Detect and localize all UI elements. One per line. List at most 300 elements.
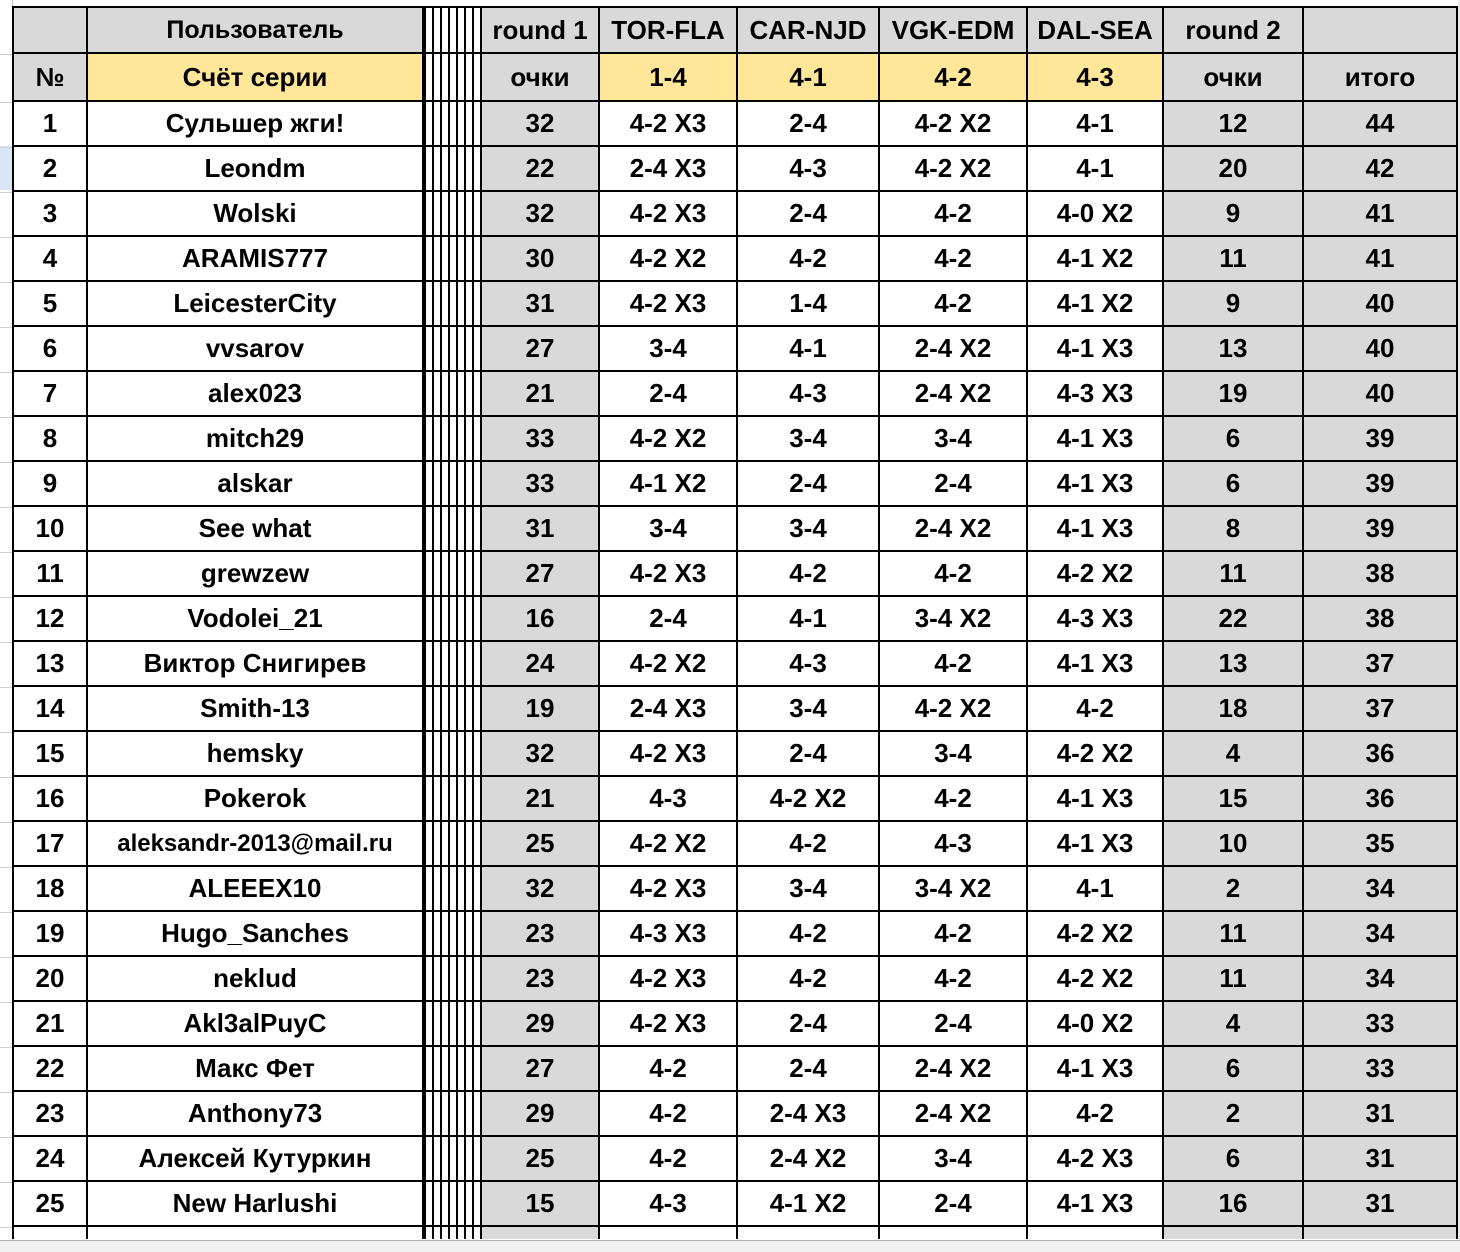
table-row xyxy=(12,957,1458,1002)
gutter-line xyxy=(0,102,12,103)
prediction-vgk-edm-cell[interactable]: 4-2 X2 xyxy=(880,687,1028,732)
round-2-points-cell[interactable]: 13 xyxy=(1164,327,1304,372)
prediction-tor-fla-cell[interactable]: 4-3 X3 xyxy=(600,912,738,957)
row-index-cell[interactable]: 8 xyxy=(12,417,88,462)
user-name-cell[interactable]: Anthony73 xyxy=(88,1092,424,1137)
prediction-dal-sea-cell[interactable]: 4-2 X2 xyxy=(1028,957,1164,1002)
round-1-points-cell[interactable]: 19 xyxy=(482,687,600,732)
table-row xyxy=(12,1092,1458,1137)
row-index-cell[interactable]: 15 xyxy=(12,732,88,777)
prediction-vgk-edm-cell-partial xyxy=(880,1227,1028,1239)
gutter-line xyxy=(0,687,12,688)
prediction-vgk-edm-cell[interactable]: 4-2 xyxy=(880,912,1028,957)
user-name-cell[interactable]: Leondm xyxy=(88,147,424,192)
round-2-points-cell[interactable]: 2 xyxy=(1164,1092,1304,1137)
divider-cell xyxy=(424,102,482,147)
divider-cell-partial xyxy=(424,1227,482,1239)
user-name-cell[interactable]: LeicesterCity xyxy=(88,282,424,327)
row-index-cell[interactable]: 13 xyxy=(12,642,88,687)
horizontal-scrollbar[interactable] xyxy=(0,1240,1460,1252)
gutter-line xyxy=(0,237,12,238)
user-name-cell[interactable]: Виктор Снигирев xyxy=(88,642,424,687)
prediction-vgk-edm-cell[interactable]: 4-2 xyxy=(880,777,1028,822)
round-2-points-cell[interactable]: 2 xyxy=(1164,867,1304,912)
round-1-points-cell[interactable]: 15 xyxy=(482,1182,600,1227)
user-name-cell[interactable]: alskar xyxy=(88,462,424,507)
total-points-cell[interactable]: 34 xyxy=(1304,912,1458,957)
round-1-points-cell[interactable]: 27 xyxy=(482,1047,600,1092)
prediction-dal-sea-cell[interactable]: 4-1 X3 xyxy=(1028,327,1164,372)
prediction-dal-sea-cell[interactable]: 4-0 X2 xyxy=(1028,1002,1164,1047)
round-1-points-cell[interactable]: 21 xyxy=(482,372,600,417)
round-1-points-cell[interactable]: 32 xyxy=(482,867,600,912)
prediction-dal-sea-cell[interactable]: 4-2 xyxy=(1028,687,1164,732)
round-1-points-cell[interactable]: 21 xyxy=(482,777,600,822)
prediction-tor-fla-cell[interactable]: 4-2 xyxy=(600,1137,738,1182)
row-index-cell-partial xyxy=(12,1227,88,1239)
total-points-cell[interactable]: 34 xyxy=(1304,957,1458,1002)
prediction-tor-fla-cell[interactable]: 2-4 xyxy=(600,372,738,417)
prediction-tor-fla-cell[interactable]: 4-2 X2 xyxy=(600,237,738,282)
selected-row-indicator xyxy=(0,146,12,190)
total-points-cell[interactable]: 37 xyxy=(1304,687,1458,732)
prediction-dal-sea-cell[interactable]: 4-0 X2 xyxy=(1028,192,1164,237)
user-name-cell[interactable]: See what xyxy=(88,507,424,552)
header-score-vgk-edm[interactable]: 4-2 xyxy=(880,54,1028,102)
divider-cell xyxy=(424,1002,482,1047)
row-index-cell[interactable]: 5 xyxy=(12,282,88,327)
user-name-cell[interactable]: grewzew xyxy=(88,552,424,597)
round-2-points-cell[interactable]: 20 xyxy=(1164,147,1304,192)
round-1-points-cell[interactable]: 24 xyxy=(482,642,600,687)
prediction-tor-fla-cell[interactable]: 4-2 X2 xyxy=(600,822,738,867)
row-index-cell[interactable]: 19 xyxy=(12,912,88,957)
gutter-line xyxy=(0,732,12,733)
header-series-tor-fla[interactable]: TOR-FLA xyxy=(600,6,738,54)
round-2-points-cell[interactable]: 11 xyxy=(1164,552,1304,597)
prediction-tor-fla-cell[interactable]: 4-2 xyxy=(600,1047,738,1092)
gutter-line xyxy=(0,1002,12,1003)
prediction-dal-sea-cell[interactable]: 4-1 X3 xyxy=(1028,642,1164,687)
gutter-line xyxy=(0,1182,12,1183)
prediction-tor-fla-cell[interactable]: 2-4 xyxy=(600,597,738,642)
prediction-dal-sea-cell[interactable]: 4-1 X3 xyxy=(1028,507,1164,552)
prediction-vgk-edm-cell[interactable]: 2-4 X2 xyxy=(880,1047,1028,1092)
prediction-car-njd-cell[interactable]: 4-2 xyxy=(738,912,880,957)
round-2-points-cell[interactable]: 10 xyxy=(1164,822,1304,867)
round-2-points-cell[interactable]: 4 xyxy=(1164,732,1304,777)
table-row xyxy=(12,192,1458,237)
prediction-dal-sea-cell[interactable]: 4-1 X3 xyxy=(1028,417,1164,462)
round-2-points-cell[interactable]: 13 xyxy=(1164,642,1304,687)
divider-cell xyxy=(424,777,482,822)
prediction-car-njd-cell[interactable]: 1-4 xyxy=(738,282,880,327)
prediction-tor-fla-cell[interactable]: 3-4 xyxy=(600,507,738,552)
prediction-dal-sea-cell[interactable]: 4-3 X3 xyxy=(1028,597,1164,642)
total-points-cell[interactable]: 31 xyxy=(1304,1137,1458,1182)
total-points-cell[interactable]: 31 xyxy=(1304,1182,1458,1227)
round-2-points-cell[interactable]: 4 xyxy=(1164,1002,1304,1047)
user-name-cell[interactable]: Макс Фет xyxy=(88,1047,424,1092)
prediction-dal-sea-cell[interactable]: 4-2 X3 xyxy=(1028,1137,1164,1182)
round-1-points-cell[interactable]: 29 xyxy=(482,1002,600,1047)
gutter-line xyxy=(0,372,12,373)
divider-cell xyxy=(424,642,482,687)
prediction-car-njd-cell[interactable]: 4-2 xyxy=(738,822,880,867)
header-score-tor-fla[interactable]: 1-4 xyxy=(600,54,738,102)
gutter-line xyxy=(0,1092,12,1093)
prediction-dal-sea-cell[interactable]: 4-1 xyxy=(1028,147,1164,192)
user-name-cell[interactable]: Алексей Кутуркин xyxy=(88,1137,424,1182)
prediction-vgk-edm-cell[interactable]: 3-4 X2 xyxy=(880,867,1028,912)
user-name-cell[interactable]: mitch29 xyxy=(88,417,424,462)
gutter-line xyxy=(0,327,12,328)
total-points-cell[interactable]: 33 xyxy=(1304,1002,1458,1047)
user-name-cell[interactable]: Vodolei_21 xyxy=(88,597,424,642)
header-round-2-points[interactable]: очки xyxy=(1164,54,1304,102)
total-points-cell[interactable]: 36 xyxy=(1304,777,1458,822)
round-1-points-cell[interactable]: 27 xyxy=(482,552,600,597)
row-index-cell[interactable]: 12 xyxy=(12,597,88,642)
prediction-tor-fla-cell[interactable]: 4-2 X3 xyxy=(600,1002,738,1047)
user-name-cell[interactable]: alex023 xyxy=(88,372,424,417)
divider-cell xyxy=(424,1182,482,1227)
prediction-car-njd-cell[interactable]: 4-2 xyxy=(738,957,880,1002)
prediction-vgk-edm-cell[interactable]: 4-2 xyxy=(880,192,1028,237)
prediction-car-njd-cell[interactable]: 4-2 X2 xyxy=(738,777,880,822)
prediction-car-njd-cell[interactable]: 4-3 xyxy=(738,372,880,417)
prediction-vgk-edm-cell[interactable]: 4-3 xyxy=(880,822,1028,867)
prediction-dal-sea-cell[interactable]: 4-2 xyxy=(1028,1092,1164,1137)
round-1-points-cell[interactable]: 29 xyxy=(482,1092,600,1137)
table-row xyxy=(12,372,1458,417)
total-points-cell[interactable]: 44 xyxy=(1304,102,1458,147)
round-2-points-cell[interactable]: 8 xyxy=(1164,507,1304,552)
divider-cell xyxy=(424,687,482,732)
row-index-cell[interactable]: 21 xyxy=(12,1002,88,1047)
prediction-dal-sea-cell[interactable]: 4-2 X2 xyxy=(1028,732,1164,777)
prediction-tor-fla-cell[interactable]: 4-3 xyxy=(600,1182,738,1227)
prediction-car-njd-cell[interactable]: 2-4 X3 xyxy=(738,1092,880,1137)
row-index-cell[interactable]: 14 xyxy=(12,687,88,732)
round-1-points-cell[interactable]: 23 xyxy=(482,957,600,1002)
prediction-tor-fla-cell[interactable]: 4-2 X3 xyxy=(600,867,738,912)
total-points-cell[interactable]: 38 xyxy=(1304,597,1458,642)
prediction-car-njd-cell[interactable]: 4-3 xyxy=(738,147,880,192)
prediction-dal-sea-cell[interactable]: 4-1 X3 xyxy=(1028,462,1164,507)
prediction-vgk-edm-cell[interactable]: 2-4 X2 xyxy=(880,1092,1028,1137)
header-score-car-njd[interactable]: 4-1 xyxy=(738,54,880,102)
round-2-points-cell[interactable]: 11 xyxy=(1164,957,1304,1002)
row-index-cell[interactable]: 17 xyxy=(12,822,88,867)
divider-cell xyxy=(424,552,482,597)
prediction-car-njd-cell[interactable]: 4-2 xyxy=(738,552,880,597)
round-1-points-cell[interactable]: 33 xyxy=(482,417,600,462)
table-row xyxy=(12,282,1458,327)
gutter-line xyxy=(0,777,12,778)
prediction-vgk-edm-cell[interactable]: 4-2 xyxy=(880,237,1028,282)
total-points-cell[interactable]: 37 xyxy=(1304,642,1458,687)
prediction-tor-fla-cell[interactable]: 4-2 X3 xyxy=(600,102,738,147)
prediction-tor-fla-cell[interactable]: 4-2 X3 xyxy=(600,282,738,327)
prediction-vgk-edm-cell[interactable]: 3-4 xyxy=(880,1137,1028,1182)
user-name-cell[interactable]: Wolski xyxy=(88,192,424,237)
prediction-tor-fla-cell[interactable]: 4-2 X3 xyxy=(600,957,738,1002)
table-row xyxy=(12,1182,1458,1227)
header-total-blank[interactable] xyxy=(1304,6,1458,54)
round-2-points-cell[interactable]: 18 xyxy=(1164,687,1304,732)
round-2-points-cell[interactable]: 16 xyxy=(1164,1182,1304,1227)
user-name-cell[interactable]: Сульшер жги! xyxy=(88,102,424,147)
divider-cell xyxy=(424,822,482,867)
round-1-points-cell[interactable]: 27 xyxy=(482,327,600,372)
gutter-line xyxy=(0,417,12,418)
gutter-line xyxy=(0,867,12,868)
prediction-tor-fla-cell[interactable]: 4-2 X3 xyxy=(600,732,738,777)
round-2-points-cell[interactable]: 6 xyxy=(1164,462,1304,507)
header-series-score[interactable]: Счёт серии xyxy=(88,54,424,102)
round-1-points-cell[interactable]: 32 xyxy=(482,192,600,237)
divider-cell xyxy=(424,237,482,282)
row-index-cell[interactable]: 16 xyxy=(12,777,88,822)
prediction-dal-sea-cell[interactable]: 4-1 X3 xyxy=(1028,1182,1164,1227)
round-1-points-cell[interactable]: 33 xyxy=(482,462,600,507)
prediction-tor-fla-cell[interactable]: 4-2 X3 xyxy=(600,552,738,597)
prediction-tor-fla-cell[interactable]: 2-4 X3 xyxy=(600,687,738,732)
prediction-vgk-edm-cell[interactable]: 2-4 X2 xyxy=(880,327,1028,372)
gutter-line xyxy=(0,1137,12,1138)
round-2-points-cell[interactable]: 6 xyxy=(1164,1137,1304,1182)
header-series-dal-sea[interactable]: DAL-SEA xyxy=(1028,6,1164,54)
user-name-cell[interactable]: vvsarov xyxy=(88,327,424,372)
prediction-dal-sea-cell[interactable]: 4-1 X3 xyxy=(1028,777,1164,822)
prediction-car-njd-cell[interactable]: 2-4 xyxy=(738,732,880,777)
prediction-tor-fla-cell[interactable]: 2-4 X3 xyxy=(600,147,738,192)
total-points-cell[interactable]: 36 xyxy=(1304,732,1458,777)
user-name-cell[interactable]: Pokerok xyxy=(88,777,424,822)
user-name-cell[interactable]: Smith-13 xyxy=(88,687,424,732)
prediction-vgk-edm-cell[interactable]: 4-2 X2 xyxy=(880,147,1028,192)
round-1-points-cell[interactable]: 25 xyxy=(482,822,600,867)
round-1-points-cell[interactable]: 23 xyxy=(482,912,600,957)
total-points-cell[interactable]: 39 xyxy=(1304,507,1458,552)
row-index-cell[interactable]: 9 xyxy=(12,462,88,507)
prediction-dal-sea-cell-partial xyxy=(1028,1227,1164,1239)
prediction-car-njd-cell[interactable]: 2-4 xyxy=(738,1002,880,1047)
header-divider-1 xyxy=(424,6,482,54)
header-series-car-njd[interactable]: CAR-NJD xyxy=(738,6,880,54)
header-index[interactable]: № xyxy=(12,54,88,102)
round-1-points-cell[interactable]: 32 xyxy=(482,102,600,147)
round-2-points-cell[interactable]: 6 xyxy=(1164,417,1304,462)
total-points-cell[interactable]: 34 xyxy=(1304,867,1458,912)
prediction-vgk-edm-cell[interactable]: 3-4 xyxy=(880,732,1028,777)
row-index-cell[interactable]: 6 xyxy=(12,327,88,372)
total-points-cell[interactable]: 41 xyxy=(1304,192,1458,237)
user-name-cell-partial xyxy=(88,1227,424,1239)
prediction-vgk-edm-cell[interactable]: 2-4 X2 xyxy=(880,372,1028,417)
divider-cell xyxy=(424,1092,482,1137)
total-points-cell[interactable]: 38 xyxy=(1304,552,1458,597)
round-1-points-cell[interactable]: 30 xyxy=(482,237,600,282)
total-points-cell[interactable]: 40 xyxy=(1304,282,1458,327)
round-1-points-cell[interactable]: 16 xyxy=(482,597,600,642)
row-index-cell[interactable]: 11 xyxy=(12,552,88,597)
table-row xyxy=(12,147,1458,192)
row-index-cell[interactable]: 3 xyxy=(12,192,88,237)
gutter-line xyxy=(0,642,12,643)
round-1-points-cell[interactable]: 25 xyxy=(482,1137,600,1182)
total-points-cell[interactable]: 42 xyxy=(1304,147,1458,192)
total-points-cell[interactable]: 39 xyxy=(1304,417,1458,462)
total-points-cell[interactable]: 40 xyxy=(1304,327,1458,372)
round-1-points-cell[interactable]: 31 xyxy=(482,282,600,327)
user-name-cell[interactable]: aleksandr-2013@mail.ru xyxy=(88,822,424,867)
prediction-car-njd-cell[interactable]: 3-4 xyxy=(738,507,880,552)
prediction-car-njd-cell[interactable]: 2-4 X2 xyxy=(738,1137,880,1182)
table-row xyxy=(12,687,1458,732)
table-row xyxy=(12,507,1458,552)
divider-cell xyxy=(424,732,482,777)
prediction-vgk-edm-cell[interactable]: 2-4 xyxy=(880,1002,1028,1047)
prediction-tor-fla-cell[interactable]: 4-3 xyxy=(600,777,738,822)
round-1-points-cell[interactable]: 31 xyxy=(482,507,600,552)
total-points-cell[interactable]: 40 xyxy=(1304,372,1458,417)
prediction-vgk-edm-cell[interactable]: 3-4 xyxy=(880,417,1028,462)
row-index-cell[interactable]: 7 xyxy=(12,372,88,417)
prediction-vgk-edm-cell[interactable]: 4-2 xyxy=(880,552,1028,597)
prediction-vgk-edm-cell[interactable]: 4-2 xyxy=(880,642,1028,687)
prediction-dal-sea-cell[interactable]: 4-1 xyxy=(1028,102,1164,147)
header-round-2[interactable]: round 2 xyxy=(1164,6,1304,54)
divider-cell xyxy=(424,147,482,192)
header-round-1[interactable]: round 1 xyxy=(482,6,600,54)
prediction-dal-sea-cell[interactable]: 4-3 X3 xyxy=(1028,372,1164,417)
row-index-cell[interactable]: 24 xyxy=(12,1137,88,1182)
total-points-cell[interactable]: 39 xyxy=(1304,462,1458,507)
prediction-car-njd-cell-partial xyxy=(738,1227,880,1239)
prediction-car-njd-cell[interactable]: 3-4 xyxy=(738,417,880,462)
round-2-points-cell[interactable]: 11 xyxy=(1164,237,1304,282)
prediction-vgk-edm-cell[interactable]: 2-4 xyxy=(880,1182,1028,1227)
prediction-dal-sea-cell[interactable]: 4-1 xyxy=(1028,867,1164,912)
header-series-vgk-edm[interactable]: VGK-EDM xyxy=(880,6,1028,54)
prediction-car-njd-cell[interactable]: 4-1 xyxy=(738,597,880,642)
prediction-vgk-edm-cell[interactable]: 3-4 X2 xyxy=(880,597,1028,642)
user-name-cell[interactable]: ALEEEX10 xyxy=(88,867,424,912)
prediction-dal-sea-cell[interactable]: 4-2 X2 xyxy=(1028,552,1164,597)
prediction-dal-sea-cell[interactable]: 4-1 X2 xyxy=(1028,237,1164,282)
row-index-cell[interactable]: 23 xyxy=(12,1092,88,1137)
round-2-points-cell[interactable]: 9 xyxy=(1164,282,1304,327)
round-2-points-cell[interactable]: 15 xyxy=(1164,777,1304,822)
round-2-points-cell[interactable]: 9 xyxy=(1164,192,1304,237)
prediction-car-njd-cell[interactable]: 4-3 xyxy=(738,642,880,687)
round-1-points-cell[interactable]: 32 xyxy=(482,732,600,777)
header-user[interactable]: Пользователь xyxy=(88,6,424,54)
table-row xyxy=(12,327,1458,372)
divider-cell xyxy=(424,507,482,552)
header-total[interactable]: итого xyxy=(1304,54,1458,102)
prediction-vgk-edm-cell[interactable]: 4-2 xyxy=(880,957,1028,1002)
prediction-tor-fla-cell[interactable]: 4-2 X3 xyxy=(600,192,738,237)
row-index-cell[interactable]: 1 xyxy=(12,102,88,147)
row-index-cell[interactable]: 2 xyxy=(12,147,88,192)
prediction-car-njd-cell[interactable]: 2-4 xyxy=(738,192,880,237)
prediction-dal-sea-cell[interactable]: 4-2 X2 xyxy=(1028,912,1164,957)
header-round-1-points[interactable]: очки xyxy=(482,54,600,102)
row-index-cell[interactable]: 25 xyxy=(12,1182,88,1227)
prediction-vgk-edm-cell[interactable]: 4-2 X2 xyxy=(880,102,1028,147)
gutter-line xyxy=(0,1227,12,1228)
header-index-blank[interactable] xyxy=(12,6,88,54)
prediction-tor-fla-cell[interactable]: 4-1 X2 xyxy=(600,462,738,507)
header-score-dal-sea[interactable]: 4-3 xyxy=(1028,54,1164,102)
user-name-cell[interactable]: New Harlushi xyxy=(88,1182,424,1227)
total-points-cell[interactable]: 31 xyxy=(1304,1092,1458,1137)
prediction-dal-sea-cell[interactable]: 4-1 X2 xyxy=(1028,282,1164,327)
gutter-line xyxy=(0,282,12,283)
prediction-tor-fla-cell[interactable]: 4-2 xyxy=(600,1092,738,1137)
divider-cell xyxy=(424,327,482,372)
round-2-points-cell[interactable]: 12 xyxy=(1164,102,1304,147)
prediction-tor-fla-cell[interactable]: 4-2 X2 xyxy=(600,642,738,687)
prediction-car-njd-cell[interactable]: 4-1 X2 xyxy=(738,1182,880,1227)
prediction-car-njd-cell[interactable]: 3-4 xyxy=(738,687,880,732)
prediction-vgk-edm-cell[interactable]: 2-4 xyxy=(880,462,1028,507)
prediction-car-njd-cell[interactable]: 4-2 xyxy=(738,237,880,282)
prediction-car-njd-cell[interactable]: 2-4 xyxy=(738,102,880,147)
prediction-car-njd-cell[interactable]: 4-1 xyxy=(738,327,880,372)
prediction-dal-sea-cell[interactable]: 4-1 X3 xyxy=(1028,822,1164,867)
row-index-cell[interactable]: 10 xyxy=(12,507,88,552)
prediction-vgk-edm-cell[interactable]: 2-4 X2 xyxy=(880,507,1028,552)
prediction-dal-sea-cell[interactable]: 4-1 X3 xyxy=(1028,1047,1164,1092)
table-row-partial xyxy=(12,1227,1458,1239)
total-points-cell[interactable]: 41 xyxy=(1304,237,1458,282)
table-row xyxy=(12,822,1458,867)
round-2-points-cell[interactable]: 11 xyxy=(1164,912,1304,957)
table-row xyxy=(12,552,1458,597)
user-name-cell[interactable]: Hugo_Sanches xyxy=(88,912,424,957)
divider-cell xyxy=(424,462,482,507)
divider-cell xyxy=(424,372,482,417)
table-row xyxy=(12,102,1458,147)
prediction-tor-fla-cell[interactable]: 4-2 X2 xyxy=(600,417,738,462)
total-points-cell[interactable]: 35 xyxy=(1304,822,1458,867)
total-points-cell-partial xyxy=(1304,1227,1458,1239)
round-2-points-cell[interactable]: 22 xyxy=(1164,597,1304,642)
prediction-car-njd-cell[interactable]: 2-4 xyxy=(738,462,880,507)
total-points-cell[interactable]: 33 xyxy=(1304,1047,1458,1092)
prediction-car-njd-cell[interactable]: 2-4 xyxy=(738,1047,880,1092)
prediction-car-njd-cell[interactable]: 3-4 xyxy=(738,867,880,912)
user-name-cell[interactable]: neklud xyxy=(88,957,424,1002)
user-name-cell[interactable]: hemsky xyxy=(88,732,424,777)
prediction-vgk-edm-cell[interactable]: 4-2 xyxy=(880,282,1028,327)
user-name-cell[interactable]: ARAMIS777 xyxy=(88,237,424,282)
row-index-cell[interactable]: 20 xyxy=(12,957,88,1002)
gutter-line xyxy=(0,192,12,193)
user-name-cell[interactable]: Akl3alPuyC xyxy=(88,1002,424,1047)
round-2-points-cell[interactable]: 19 xyxy=(1164,372,1304,417)
round-1-points-cell[interactable]: 22 xyxy=(482,147,600,192)
row-index-cell[interactable]: 4 xyxy=(12,237,88,282)
round-2-points-cell[interactable]: 6 xyxy=(1164,1047,1304,1092)
row-index-cell[interactable]: 18 xyxy=(12,867,88,912)
row-index-cell[interactable]: 22 xyxy=(12,1047,88,1092)
prediction-tor-fla-cell[interactable]: 3-4 xyxy=(600,327,738,372)
